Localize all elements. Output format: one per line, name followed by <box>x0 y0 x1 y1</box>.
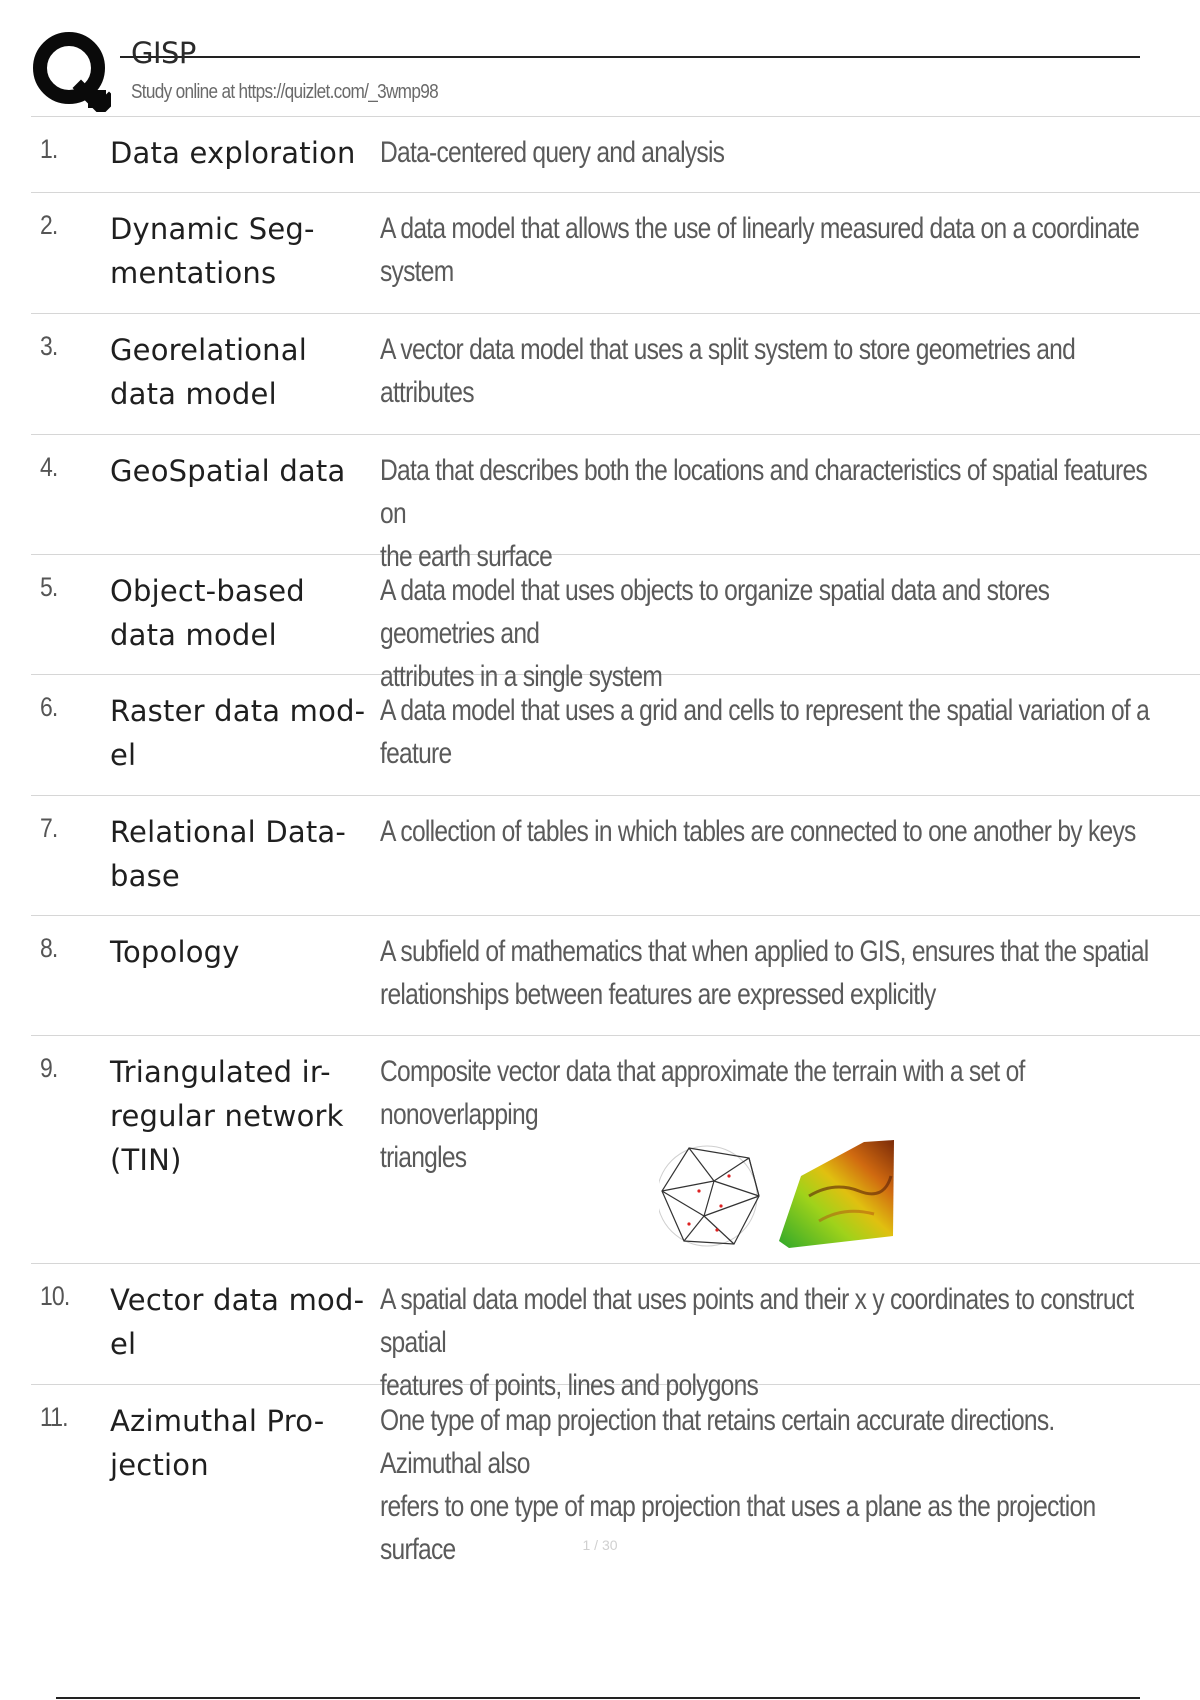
card-number: 11. <box>40 1402 68 1432</box>
tin-illustration <box>659 1136 949 1251</box>
card-definition: A data model that uses objects to organize spatial data and stores geometries and attributes in a single system <box>380 574 1050 693</box>
quizlet-logo-icon <box>31 30 111 112</box>
card-definition: Data that describes both the locations and characteristics of spatial features on the earth surface <box>380 454 1147 573</box>
flashcard-row <box>31 435 1200 573</box>
card-number: 2. <box>40 210 58 240</box>
card-number: 4. <box>40 452 58 482</box>
flashcard-row <box>31 314 1200 435</box>
card-number: 5. <box>40 572 58 602</box>
flashcard-row <box>31 1036 1200 1264</box>
tin-mesh <box>659 1146 759 1246</box>
card-term: Triangulated ir- regular network (TIN) <box>110 1055 344 1177</box>
flashcard-row <box>31 193 1200 314</box>
card-number: 8. <box>40 933 58 963</box>
card-term: Raster data mod- el <box>110 694 366 772</box>
card-term: Vector data mod- el <box>110 1283 365 1361</box>
footer-rule <box>56 1697 1140 1699</box>
card-term: Object-based data model <box>110 574 305 652</box>
card-term: GeoSpatial data <box>110 454 346 488</box>
study-online-link[interactable]: Study online at https://quizlet.com/_3wmp98 <box>131 81 438 103</box>
flashcard-row <box>31 117 1200 193</box>
flashcard-row <box>31 796 1200 916</box>
flashcard-row <box>31 1264 1200 1402</box>
card-definition: A vector data model that uses a split system to store geometries and attributes <box>380 333 1076 409</box>
document-title: GISP <box>131 36 196 70</box>
page-number: 1 / 30 <box>582 1537 618 1553</box>
card-definition: Data-centered query and analysis <box>380 136 725 169</box>
card-term: Data exploration <box>110 136 356 170</box>
card-definition: A data model that allows the use of linearly measured data on a coordinate system <box>380 212 1140 288</box>
card-definition: A subfield of mathematics that when applied to GIS, ensures that the spatial relationships between features are expressed explicitly <box>380 935 1149 1011</box>
card-definition: Composite vector data that approximate the terrain with a set of nonoverlapping triangles <box>380 1055 1025 1174</box>
flashcard-row <box>31 675 1200 796</box>
card-term: Dynamic Seg- mentations <box>110 212 315 290</box>
card-definition: One type of map projection that retains certain accurate directions. Azimuthal also refers to one type of map projection that uses a plane as the projection surface <box>380 1404 1096 1566</box>
card-number: 6. <box>40 692 58 722</box>
card-term: Azimuthal Pro- jection <box>110 1404 325 1482</box>
card-definition: A spatial data model that uses points and their x y coordinates to construct spatial features of points, lines and polygons <box>380 1283 1134 1402</box>
card-term: Topology <box>110 935 240 969</box>
card-definition: A collection of tables in which tables are connected to one another by keys <box>380 815 1136 848</box>
terrain-surface <box>779 1140 894 1248</box>
card-term: Georelational data model <box>110 333 307 411</box>
flashcard-row <box>31 916 1200 1036</box>
card-number: 7. <box>40 813 58 843</box>
title-rule <box>120 56 1140 58</box>
card-number: 3. <box>40 331 58 361</box>
card-number: 10. <box>40 1281 70 1311</box>
card-number: 1. <box>40 134 58 164</box>
flashcard-row <box>31 555 1200 693</box>
card-number: 9. <box>40 1053 58 1083</box>
card-definition: A data model that uses a grid and cells to represent the spatial variation of a feature <box>380 694 1150 770</box>
card-term: Relational Data- base <box>110 815 347 893</box>
